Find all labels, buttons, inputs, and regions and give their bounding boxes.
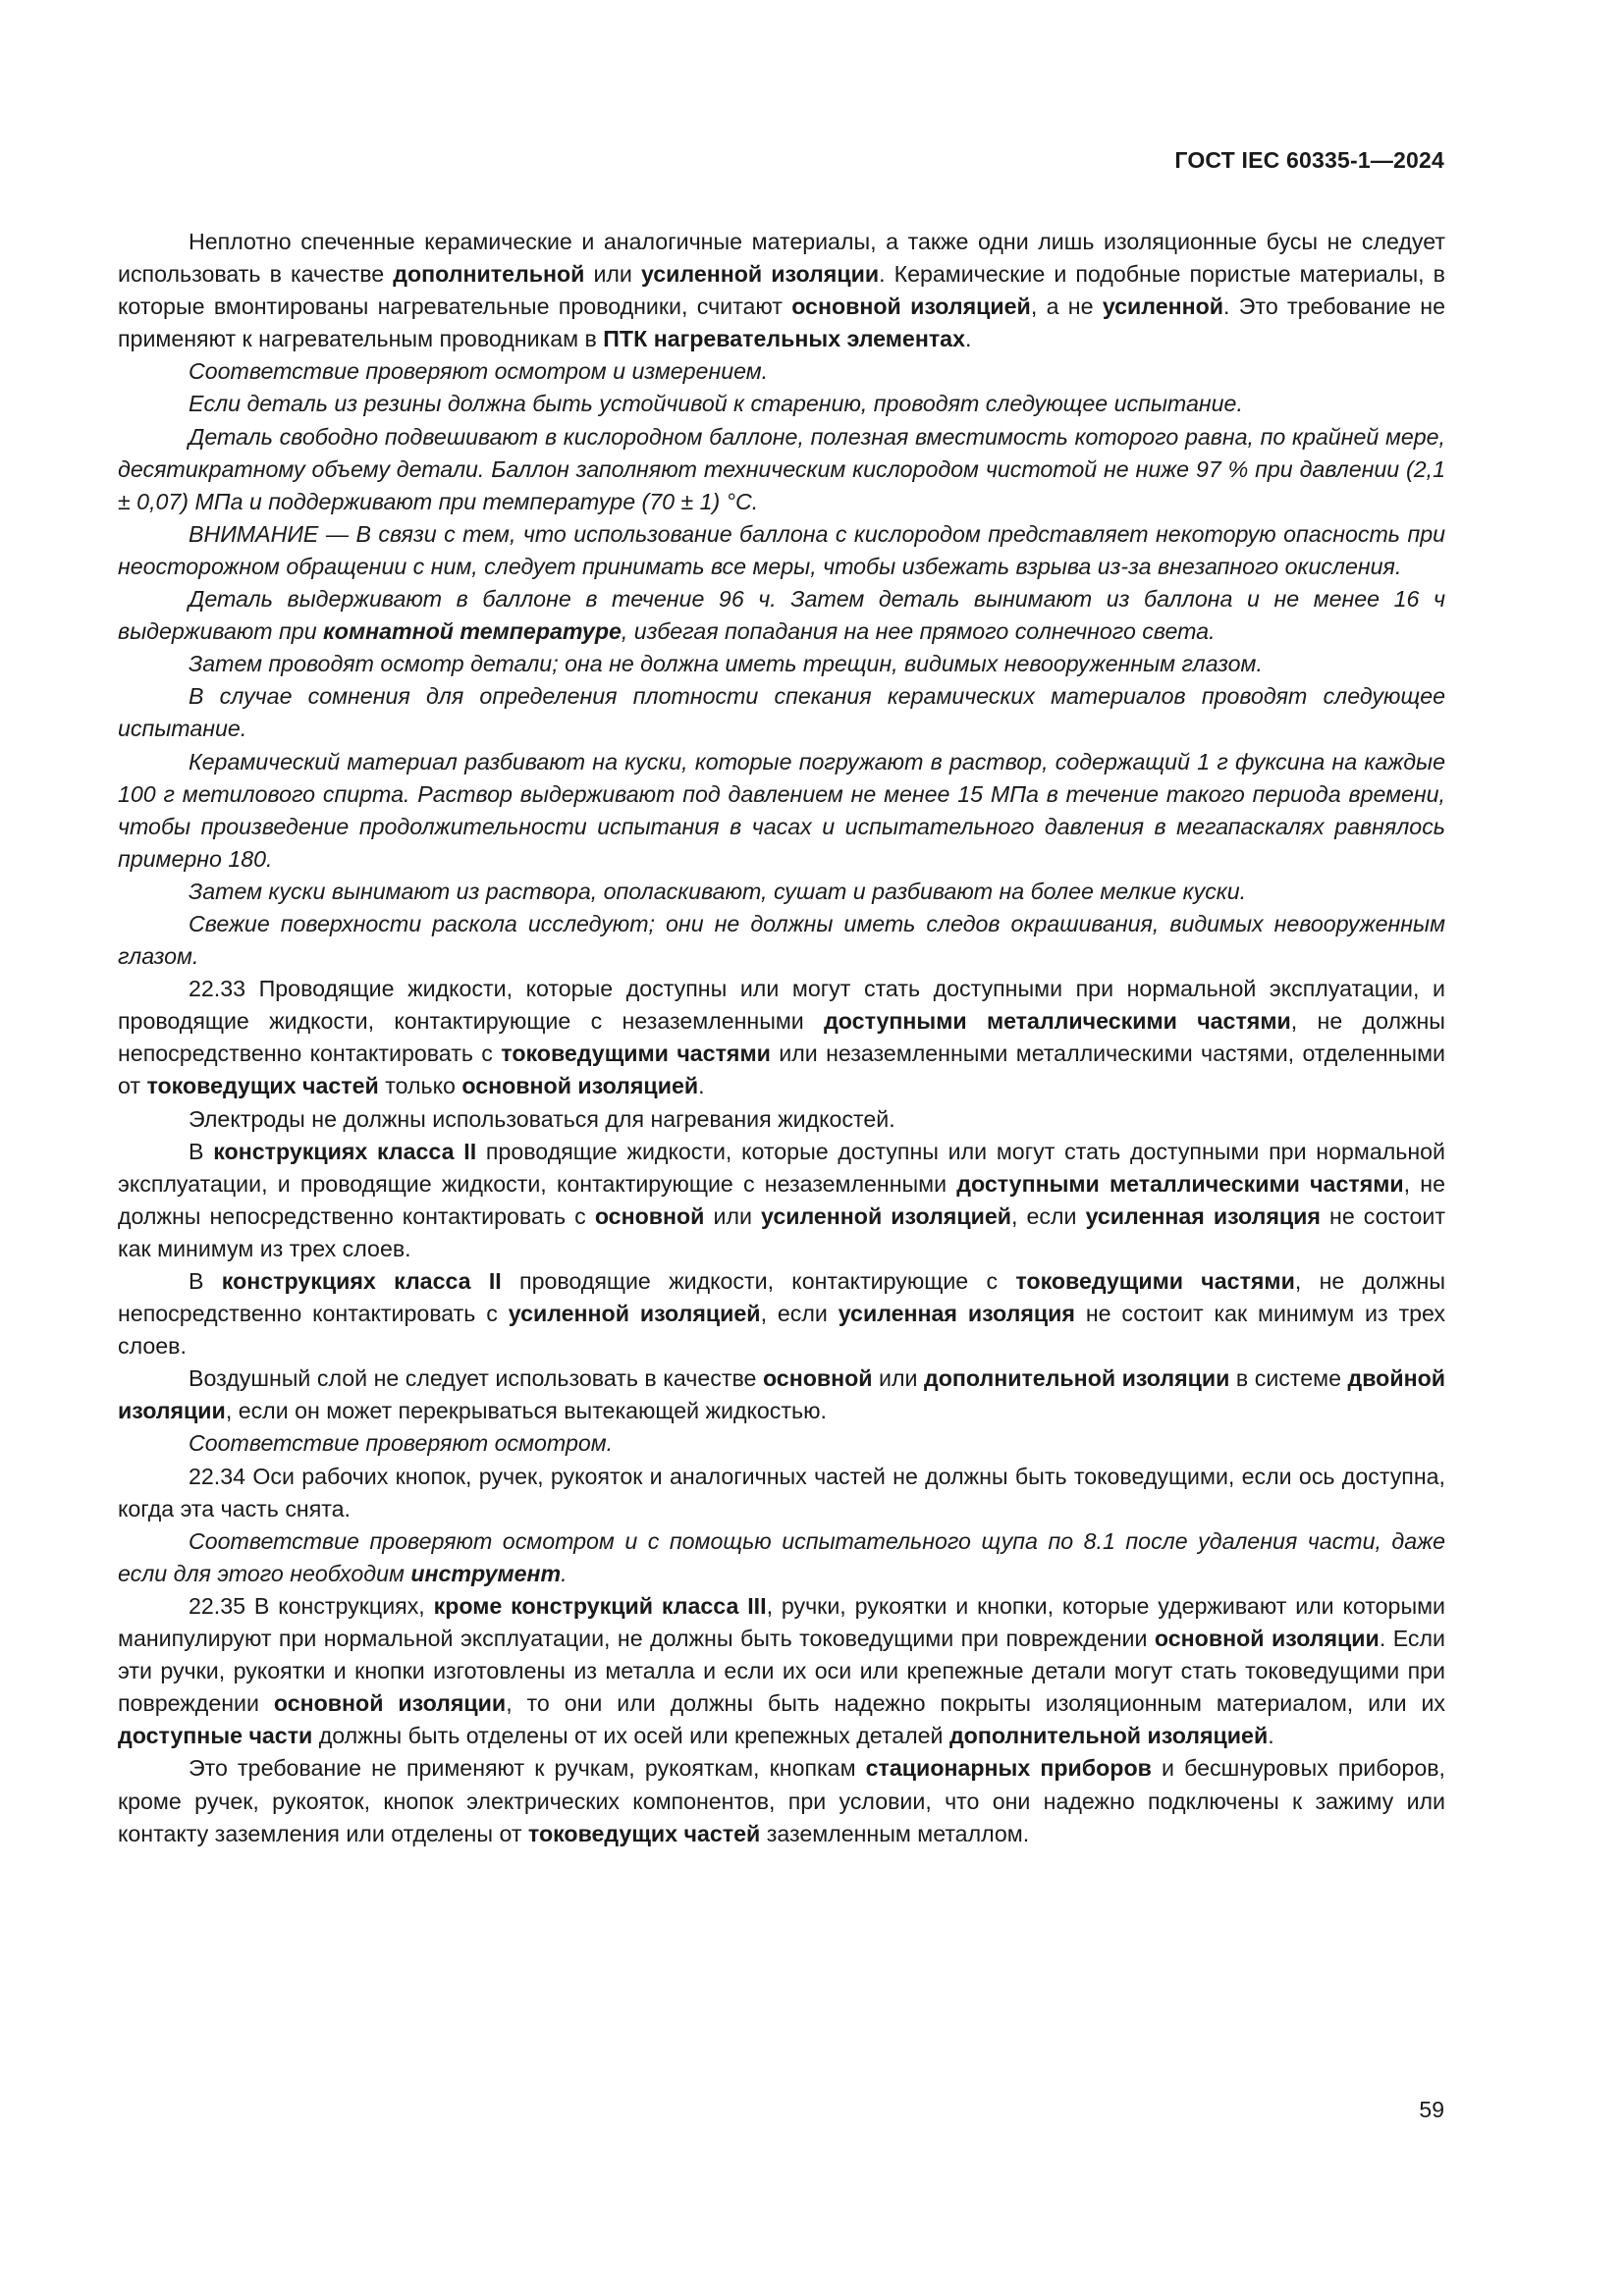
paragraph bbox=[118, 388, 1445, 420]
paragraph bbox=[118, 1752, 1445, 1849]
defined-term: доступными металлическими частями bbox=[824, 1008, 1291, 1035]
paragraph bbox=[118, 1103, 1445, 1136]
defined-term: основной bbox=[762, 1365, 873, 1392]
defined-term: токоведущих частей bbox=[146, 1073, 379, 1099]
defined-term: усиленной изоляцией bbox=[761, 1202, 1011, 1229]
defined-term: конструкциях класса II bbox=[221, 1268, 502, 1294]
defined-term: усиленная изоляция bbox=[1085, 1202, 1321, 1229]
defined-term: токоведущими частями bbox=[501, 1041, 771, 1067]
text-run: 22.34 Оси рабочих кнопок, ручек, рукояток и аналогичных частей не должны быть токоведущими, если ось доступна, когда эта часть снята. bbox=[118, 1463, 1445, 1522]
text-run: Затем проводят осмотр детали; она не должна иметь трещин, видимых невооруженным глазом. bbox=[189, 651, 1263, 677]
text-run: Неплотно спеченные керамические и аналогичные материалы, а также одни лишь изоляционные бусы не следует использовать в качестве bbox=[118, 229, 1445, 288]
text-run: , не должны непосредственно контактировать с bbox=[118, 1170, 1445, 1229]
defined-term: дополнительной bbox=[393, 261, 585, 288]
paragraph bbox=[118, 1461, 1445, 1525]
defined-term: токоведущих частей bbox=[527, 1820, 761, 1846]
paragraph bbox=[118, 518, 1445, 583]
text-run: Соответствие проверяют осмотром и измерением. bbox=[189, 358, 769, 385]
text-run: в системе bbox=[1229, 1365, 1348, 1392]
paragraph bbox=[118, 226, 1445, 355]
text-run: . bbox=[698, 1073, 705, 1099]
defined-term: дополнительной изоляции bbox=[923, 1365, 1230, 1392]
defined-term: доступные части bbox=[118, 1723, 313, 1749]
document-header: ГОСТ IEC 60335-1—2024 bbox=[1174, 147, 1444, 173]
text-run: только bbox=[378, 1073, 462, 1099]
defined-term: комнатной температуре bbox=[323, 618, 622, 645]
text-run: , то они или должны быть надежно покрыты изоляционным материалом, или их bbox=[506, 1690, 1446, 1717]
text-run: Электроды не должны использоваться для нагревания жидкостей. bbox=[189, 1105, 895, 1132]
defined-term: основной изоляцией bbox=[791, 294, 1031, 320]
text-run: Деталь выдерживают в баллоне в течение 96 ч. Затем деталь вынимают из баллона и не менее 16 ч выдерживают при bbox=[118, 586, 1445, 645]
paragraph bbox=[118, 1362, 1445, 1427]
paragraph bbox=[118, 876, 1445, 908]
text-run: должны быть отделены от их осей или крепежных деталей bbox=[312, 1723, 949, 1749]
document-body bbox=[118, 226, 1445, 1850]
text-run: ВНИМАНИЕ — В связи с тем, что использование баллона с кислородом представляет некоторую опасность при неосторожном обращении с ним, следует принимать все меры, чтобы избежать взрыва из-за внезапного окисления. bbox=[118, 520, 1445, 579]
text-run: Воздушный слой не следует использовать в качестве bbox=[189, 1365, 763, 1392]
text-run: . Это требование не применяют к нагревательным проводникам в bbox=[118, 294, 1445, 352]
defined-term: ПТК нагревательных элементах bbox=[603, 326, 965, 352]
text-run: или bbox=[584, 261, 641, 288]
text-run: В bbox=[189, 1268, 222, 1294]
paragraph bbox=[118, 973, 1445, 1102]
text-run: или незаземленными металлическими частями, отделенными от bbox=[118, 1041, 1445, 1099]
text-run: , ручки, рукоятки и кнопки, которые удерживают или которыми манипулируют при нормальной эксплуатации, не должны быть токоведущими при повреждении bbox=[118, 1592, 1446, 1652]
text-run: , если он может перекрываться вытекающей жидкостью. bbox=[225, 1398, 827, 1424]
text-run: В bbox=[189, 1138, 214, 1164]
text-run: , если bbox=[1011, 1202, 1086, 1229]
text-run: , не должны непосредственно контактировать с bbox=[118, 1008, 1445, 1067]
text-run: Соответствие проверяют осмотром. bbox=[189, 1430, 614, 1457]
paragraph bbox=[118, 908, 1445, 973]
text-run: . bbox=[561, 1560, 568, 1586]
paragraph bbox=[118, 746, 1445, 876]
defined-term: кроме конструкций класса III bbox=[433, 1592, 767, 1619]
text-run: Затем куски вынимают из раствора, ополаскивают, сушат и разбивают на более мелкие куски. bbox=[189, 878, 1247, 904]
paragraph bbox=[118, 583, 1445, 648]
defined-term: инструмент bbox=[410, 1560, 562, 1586]
text-run: не состоит как минимум из трех слоев. bbox=[118, 1301, 1445, 1360]
defined-term: усиленной bbox=[1102, 294, 1224, 320]
text-run: и бесшнуровых приборов, кроме ручек, рукояток, кнопок электрических компонентов, при условии, что они надежно подключены к зажиму или контакту заземления или отделены от bbox=[118, 1755, 1445, 1846]
text-run: , избегая попадания на нее прямого солнечного света. bbox=[621, 618, 1216, 645]
defined-term: основной изоляции bbox=[273, 1690, 507, 1717]
text-run: , если bbox=[760, 1301, 839, 1327]
paragraph bbox=[118, 1427, 1445, 1460]
text-run: , не должны непосредственно контактировать с bbox=[118, 1268, 1445, 1327]
text-run: или bbox=[704, 1202, 761, 1229]
defined-term: основной изоляции bbox=[1154, 1626, 1380, 1652]
paragraph bbox=[118, 355, 1445, 388]
defined-term: усиленная изоляция bbox=[838, 1301, 1075, 1327]
text-run: Деталь свободно подвешивают в кислородном баллоне, полезная вместимость которого равна, по крайней мере, десятикратному объему детали. Баллон заполняют техническим кислородом чистотой не ниже 97 % при давлении (2,1 ± 0,07) МПа и поддерживают при температуре (70 ± 1) °С. bbox=[118, 423, 1445, 514]
defined-term: дополнительной изоляцией bbox=[948, 1723, 1269, 1749]
text-run: . Керамические и подобные пористые материалы, в которые вмонтированы нагревательные проводники, считают bbox=[118, 261, 1445, 320]
text-run: В случае сомнения для определения плотности спекания керамических материалов проводят следующее испытание. bbox=[118, 683, 1445, 742]
paragraph bbox=[118, 1590, 1445, 1752]
text-run: 22.33 Проводящие жидкости, которые доступны или могут стать доступными при нормальной эксплуатации, и проводящие жидкости, контактирующие с незаземленными bbox=[118, 976, 1445, 1035]
text-run: Свежие поверхности раскола исследуют; они не должны иметь следов окрашивания, видимых невооруженным глазом. bbox=[118, 910, 1445, 970]
paragraph bbox=[118, 648, 1445, 680]
page-number: 59 bbox=[1419, 2097, 1444, 2122]
text-run: заземленным металлом. bbox=[760, 1820, 1030, 1846]
text-run: проводящие жидкости, которые доступны или могут стать доступными при нормальной эксплуатации, и проводящие жидкости, контактирующие с незаземленными bbox=[118, 1138, 1445, 1197]
text-run: 22.35 В конструкциях, bbox=[189, 1592, 434, 1619]
text-run: проводящие жидкости, контактирующие с bbox=[501, 1268, 1016, 1294]
text-run: не состоит как минимум из трех слоев. bbox=[118, 1202, 1445, 1261]
text-run: Это требование не применяют к ручкам, рукояткам, кнопкам bbox=[189, 1755, 866, 1782]
defined-term: основной изоляцией bbox=[461, 1073, 699, 1099]
defined-term: усиленной изоляции bbox=[640, 261, 880, 288]
paragraph bbox=[118, 1265, 1445, 1362]
text-run: или bbox=[872, 1365, 924, 1392]
defined-term: усиленной изоляцией bbox=[508, 1301, 761, 1327]
paragraph bbox=[118, 1136, 1445, 1265]
paragraph bbox=[118, 1525, 1445, 1590]
defined-term: основной bbox=[594, 1202, 705, 1229]
text-run: . bbox=[964, 326, 972, 352]
defined-term: конструкциях класса II bbox=[213, 1138, 477, 1164]
defined-term: стационарных приборов bbox=[865, 1755, 1152, 1782]
text-run: . Если эти ручки, рукоятки и кнопки изготовлены из металла и если их оси или крепежные детали могут стать токоведущими при повреждении bbox=[118, 1626, 1446, 1717]
text-run: Соответствие проверяют осмотром и с помощью испытательного щупа по 8.1 после удаления части, даже если для этого необходим bbox=[118, 1527, 1445, 1586]
text-run: Если деталь из резины должна быть устойчивой к старению, проводят следующее испытание. bbox=[189, 391, 1243, 417]
paragraph bbox=[118, 680, 1445, 745]
defined-term: доступными металлическими частями bbox=[956, 1170, 1404, 1197]
defined-term: токоведущими частями bbox=[1015, 1268, 1295, 1294]
text-run: , а не bbox=[1030, 294, 1103, 320]
defined-term: двойной изоляции bbox=[118, 1365, 1445, 1424]
paragraph bbox=[118, 421, 1445, 518]
text-run: Керамический материал разбивают на куски, которые погружают в раствор, содержащий 1 г фуксина на каждые 100 г метилового спирта. Раствор выдерживают под давлением не менее 15 МПа в течение такого периода времени, чтобы произведение продолжительности испытания в часах и испытательного давления в мегапаскалях равнялось примерно 180. bbox=[118, 748, 1445, 872]
text-run: . bbox=[1268, 1723, 1274, 1749]
